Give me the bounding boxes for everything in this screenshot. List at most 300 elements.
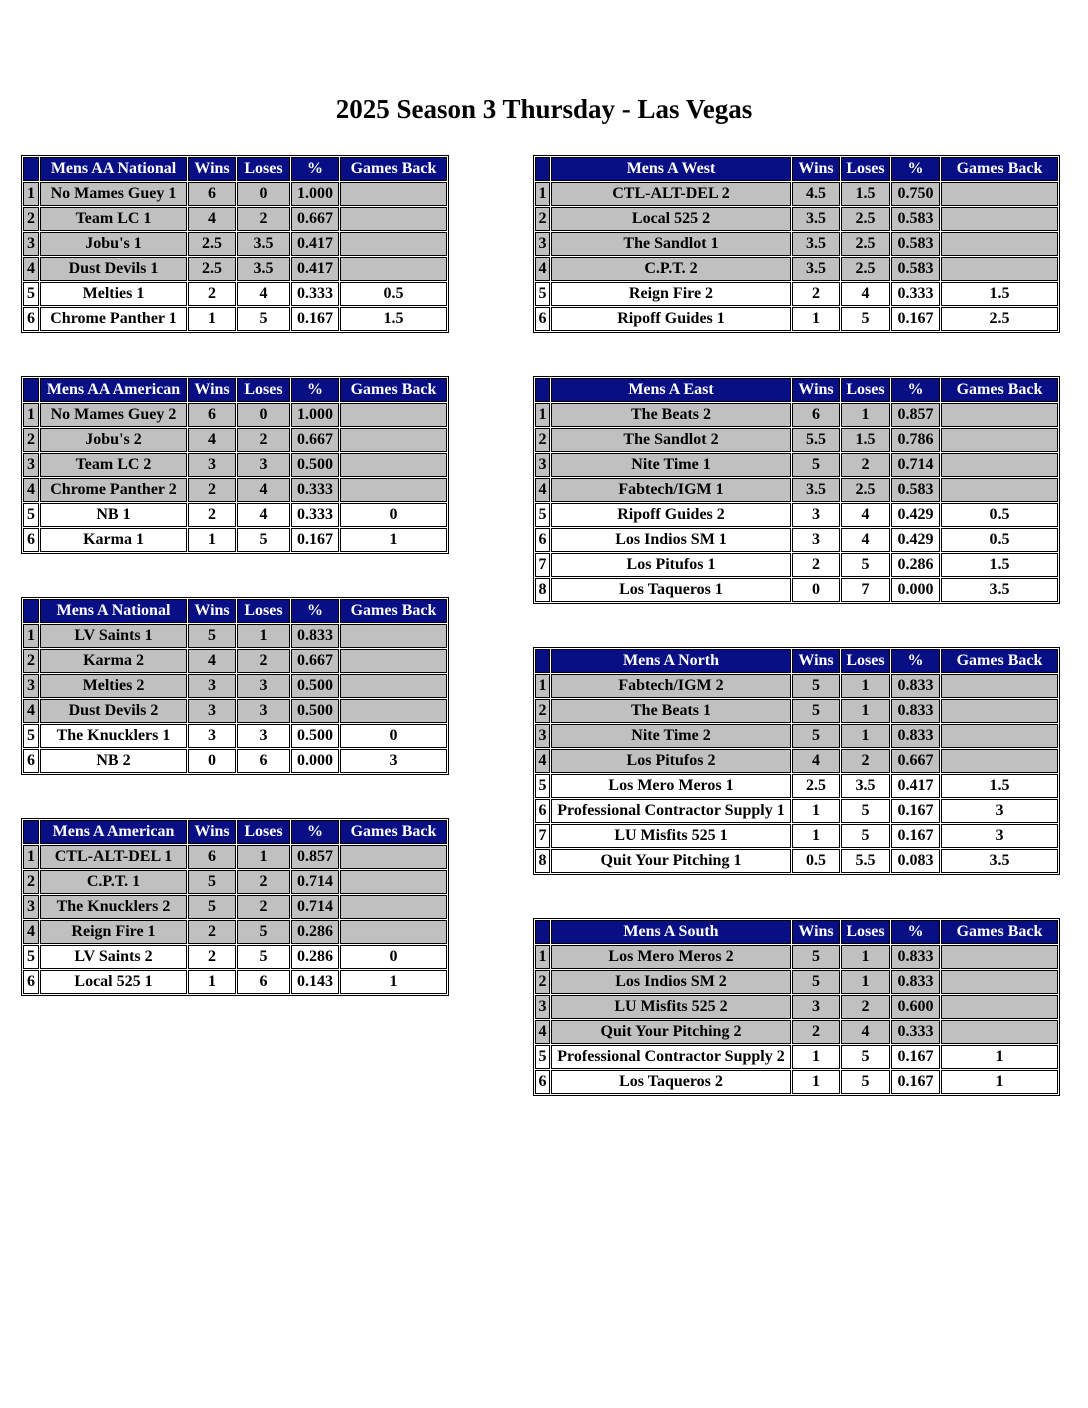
rank-cell: 3 bbox=[23, 674, 39, 698]
games-back-cell: 3 bbox=[340, 749, 447, 773]
table-row bbox=[535, 995, 1058, 1019]
games-back-cell bbox=[941, 749, 1058, 773]
team-cell: LU Misfits 525 2 bbox=[551, 995, 791, 1019]
header-loses-cell: Loses bbox=[237, 599, 290, 623]
team-cell: Los Mero Meros 2 bbox=[551, 945, 791, 969]
loses-cell: 4 bbox=[237, 503, 290, 527]
table-row bbox=[23, 870, 447, 894]
games-back-cell: 0.5 bbox=[340, 282, 447, 306]
table-row bbox=[535, 528, 1058, 552]
rank-cell: 4 bbox=[535, 478, 550, 502]
pct-cell: 0.833 bbox=[891, 724, 940, 748]
loses-cell: 3 bbox=[237, 699, 290, 723]
games-back-cell bbox=[340, 624, 447, 648]
header-row bbox=[535, 378, 1058, 402]
table-row bbox=[23, 232, 447, 256]
header-loses-cell: Loses bbox=[841, 157, 890, 181]
games-back-cell bbox=[340, 257, 447, 281]
games-back-cell bbox=[941, 699, 1058, 723]
loses-cell: 5 bbox=[237, 307, 290, 331]
games-back-cell bbox=[340, 699, 447, 723]
loses-cell: 4 bbox=[841, 528, 890, 552]
table-row bbox=[535, 699, 1058, 723]
left-column bbox=[21, 155, 449, 996]
loses-cell: 3.5 bbox=[841, 774, 890, 798]
team-cell: Melties 2 bbox=[40, 674, 187, 698]
rank-cell: 6 bbox=[23, 749, 39, 773]
team-cell: C.P.T. 1 bbox=[40, 870, 187, 894]
team-cell: The Knucklers 2 bbox=[40, 895, 187, 919]
loses-cell: 2 bbox=[237, 428, 290, 452]
header-row bbox=[23, 599, 447, 623]
team-cell: Quit Your Pitching 2 bbox=[551, 1020, 791, 1044]
table-row bbox=[23, 403, 447, 427]
wins-cell: 3.5 bbox=[792, 207, 840, 231]
games-back-cell: 3.5 bbox=[941, 849, 1058, 873]
games-back-cell bbox=[340, 453, 447, 477]
pct-cell: 0.167 bbox=[891, 1070, 940, 1094]
team-cell: Los Taqueros 1 bbox=[551, 578, 791, 602]
loses-cell: 1 bbox=[237, 845, 290, 869]
table-row bbox=[23, 674, 447, 698]
team-cell: Dust Devils 2 bbox=[40, 699, 187, 723]
games-back-cell bbox=[941, 453, 1058, 477]
team-cell: LU Misfits 525 1 bbox=[551, 824, 791, 848]
rank-cell: 6 bbox=[535, 307, 550, 331]
table-row bbox=[535, 945, 1058, 969]
table-row bbox=[535, 824, 1058, 848]
table-row bbox=[535, 307, 1058, 331]
rank-cell: 4 bbox=[535, 749, 550, 773]
pct-cell: 0.286 bbox=[291, 920, 339, 944]
team-cell: Local 525 1 bbox=[40, 970, 187, 994]
games-back-cell bbox=[941, 478, 1058, 502]
team-cell: Jobu's 1 bbox=[40, 232, 187, 256]
loses-cell: 1 bbox=[841, 970, 890, 994]
loses-cell: 3.5 bbox=[237, 257, 290, 281]
table-row bbox=[23, 624, 447, 648]
loses-cell: 5 bbox=[841, 1045, 890, 1069]
wins-cell: 1 bbox=[188, 970, 236, 994]
wins-cell: 4.5 bbox=[792, 182, 840, 206]
wins-cell: 3 bbox=[792, 503, 840, 527]
team-cell: Team LC 1 bbox=[40, 207, 187, 231]
table-row bbox=[23, 845, 447, 869]
pct-cell: 0.333 bbox=[291, 478, 339, 502]
pct-cell: 0.667 bbox=[291, 649, 339, 673]
rank-cell: 1 bbox=[535, 945, 550, 969]
table-row bbox=[535, 553, 1058, 577]
wins-cell: 2 bbox=[188, 503, 236, 527]
wins-cell: 2 bbox=[792, 282, 840, 306]
loses-cell: 2 bbox=[237, 870, 290, 894]
team-cell: Chrome Panther 1 bbox=[40, 307, 187, 331]
header-pct-cell: % bbox=[891, 157, 940, 181]
loses-cell: 3 bbox=[237, 674, 290, 698]
loses-cell: 1 bbox=[841, 699, 890, 723]
rank-cell: 5 bbox=[23, 503, 39, 527]
games-back-cell bbox=[340, 845, 447, 869]
team-cell: Reign Fire 2 bbox=[551, 282, 791, 306]
loses-cell: 1 bbox=[841, 945, 890, 969]
pct-cell: 0.857 bbox=[291, 845, 339, 869]
team-cell: Karma 1 bbox=[40, 528, 187, 552]
rank-cell: 2 bbox=[535, 207, 550, 231]
pct-cell: 0.167 bbox=[291, 307, 339, 331]
loses-cell: 3 bbox=[237, 453, 290, 477]
games-back-cell bbox=[941, 207, 1058, 231]
rank-cell: 2 bbox=[535, 970, 550, 994]
right-column bbox=[533, 155, 1060, 1096]
pct-cell: 0.833 bbox=[891, 970, 940, 994]
table-row bbox=[23, 207, 447, 231]
games-back-cell: 1 bbox=[941, 1070, 1058, 1094]
wins-cell: 3 bbox=[188, 699, 236, 723]
rank-cell: 2 bbox=[23, 428, 39, 452]
games-back-cell bbox=[941, 257, 1058, 281]
pct-cell: 0.417 bbox=[291, 232, 339, 256]
table-row bbox=[23, 182, 447, 206]
loses-cell: 0 bbox=[237, 182, 290, 206]
division-title: Mens A National bbox=[40, 599, 187, 623]
rank-cell: 4 bbox=[23, 257, 39, 281]
rank-cell: 1 bbox=[23, 624, 39, 648]
header-wins-cell: Wins bbox=[792, 378, 840, 402]
pct-cell: 0.500 bbox=[291, 699, 339, 723]
games-back-cell: 0 bbox=[340, 945, 447, 969]
team-cell: Jobu's 2 bbox=[40, 428, 187, 452]
pct-cell: 0.333 bbox=[291, 282, 339, 306]
table-row bbox=[535, 774, 1058, 798]
team-cell: Los Indios SM 1 bbox=[551, 528, 791, 552]
wins-cell: 2 bbox=[188, 282, 236, 306]
pct-cell: 0.583 bbox=[891, 257, 940, 281]
loses-cell: 1 bbox=[841, 403, 890, 427]
loses-cell: 5 bbox=[841, 799, 890, 823]
header-games-back-cell: Games Back bbox=[941, 157, 1058, 181]
rank-cell: 5 bbox=[23, 724, 39, 748]
loses-cell: 2 bbox=[841, 749, 890, 773]
team-cell: The Sandlot 1 bbox=[551, 232, 791, 256]
wins-cell: 2.5 bbox=[188, 232, 236, 256]
loses-cell: 6 bbox=[237, 749, 290, 773]
rank-cell: 5 bbox=[23, 282, 39, 306]
wins-cell: 5 bbox=[792, 724, 840, 748]
table-row bbox=[23, 307, 447, 331]
wins-cell: 5 bbox=[792, 970, 840, 994]
pct-cell: 0.714 bbox=[891, 453, 940, 477]
wins-cell: 2 bbox=[188, 945, 236, 969]
header-games-back-cell: Games Back bbox=[941, 920, 1058, 944]
rank-cell: 4 bbox=[535, 1020, 550, 1044]
wins-cell: 3.5 bbox=[792, 478, 840, 502]
rank-cell: 6 bbox=[23, 528, 39, 552]
loses-cell: 4 bbox=[841, 282, 890, 306]
team-cell: Nite Time 2 bbox=[551, 724, 791, 748]
table-row bbox=[535, 578, 1058, 602]
header-rank-cell bbox=[535, 920, 550, 944]
rank-cell: 2 bbox=[23, 870, 39, 894]
loses-cell: 6 bbox=[237, 970, 290, 994]
standings-table-mens-a-east bbox=[533, 376, 1060, 604]
team-cell: Karma 2 bbox=[40, 649, 187, 673]
wins-cell: 6 bbox=[792, 403, 840, 427]
wins-cell: 4 bbox=[188, 207, 236, 231]
team-cell: Los Taqueros 2 bbox=[551, 1070, 791, 1094]
games-back-cell bbox=[941, 232, 1058, 256]
table-row bbox=[535, 970, 1058, 994]
pct-cell: 0.583 bbox=[891, 207, 940, 231]
loses-cell: 5 bbox=[237, 945, 290, 969]
table-row bbox=[535, 849, 1058, 873]
games-back-cell: 1 bbox=[941, 1045, 1058, 1069]
table-row bbox=[23, 257, 447, 281]
team-cell: Quit Your Pitching 1 bbox=[551, 849, 791, 873]
games-back-cell: 2.5 bbox=[941, 307, 1058, 331]
games-back-cell bbox=[941, 674, 1058, 698]
wins-cell: 1 bbox=[792, 1070, 840, 1094]
rank-cell: 6 bbox=[535, 799, 550, 823]
loses-cell: 0 bbox=[237, 403, 290, 427]
pct-cell: 0.083 bbox=[891, 849, 940, 873]
header-games-back-cell: Games Back bbox=[340, 378, 447, 402]
team-cell: Professional Contractor Supply 1 bbox=[551, 799, 791, 823]
loses-cell: 1 bbox=[237, 624, 290, 648]
header-row bbox=[23, 157, 447, 181]
games-back-cell: 3.5 bbox=[941, 578, 1058, 602]
header-games-back-cell: Games Back bbox=[340, 820, 447, 844]
team-cell: Los Indios SM 2 bbox=[551, 970, 791, 994]
header-wins-cell: Wins bbox=[792, 920, 840, 944]
pct-cell: 0.667 bbox=[891, 749, 940, 773]
wins-cell: 3 bbox=[188, 453, 236, 477]
division-title: Mens A West bbox=[551, 157, 791, 181]
loses-cell: 5 bbox=[237, 920, 290, 944]
games-back-cell: 1.5 bbox=[941, 553, 1058, 577]
loses-cell: 5 bbox=[841, 553, 890, 577]
pct-cell: 0.333 bbox=[291, 503, 339, 527]
wins-cell: 2 bbox=[188, 478, 236, 502]
table-row bbox=[23, 699, 447, 723]
header-wins-cell: Wins bbox=[188, 378, 236, 402]
rank-cell: 7 bbox=[535, 553, 550, 577]
games-back-cell: 0 bbox=[340, 724, 447, 748]
games-back-cell: 1 bbox=[340, 528, 447, 552]
page-title: 2025 Season 3 Thursday - Las Vegas bbox=[335, 94, 753, 124]
loses-cell: 5 bbox=[841, 307, 890, 331]
loses-cell: 4 bbox=[841, 1020, 890, 1044]
wins-cell: 5.5 bbox=[792, 428, 840, 452]
wins-cell: 6 bbox=[188, 403, 236, 427]
loses-cell: 1 bbox=[841, 674, 890, 698]
header-rank-cell bbox=[23, 599, 39, 623]
team-cell: Los Pitufos 2 bbox=[551, 749, 791, 773]
header-rank-cell bbox=[23, 157, 39, 181]
games-back-cell bbox=[340, 870, 447, 894]
rank-cell: 2 bbox=[535, 699, 550, 723]
loses-cell: 5 bbox=[841, 1070, 890, 1094]
header-rank-cell bbox=[23, 378, 39, 402]
loses-cell: 5 bbox=[237, 528, 290, 552]
wins-cell: 2 bbox=[792, 553, 840, 577]
pct-cell: 0.833 bbox=[891, 945, 940, 969]
rank-cell: 5 bbox=[535, 1045, 550, 1069]
loses-cell: 2 bbox=[237, 649, 290, 673]
rank-cell: 1 bbox=[535, 674, 550, 698]
team-cell: Los Pitufos 1 bbox=[551, 553, 791, 577]
table-row bbox=[535, 428, 1058, 452]
wins-cell: 2 bbox=[188, 920, 236, 944]
loses-cell: 4 bbox=[237, 282, 290, 306]
wins-cell: 5 bbox=[792, 699, 840, 723]
header-row bbox=[23, 820, 447, 844]
games-back-cell bbox=[340, 232, 447, 256]
header-loses-cell: Loses bbox=[237, 820, 290, 844]
header-wins-cell: Wins bbox=[792, 649, 840, 673]
games-back-cell: 1.5 bbox=[941, 282, 1058, 306]
loses-cell: 5.5 bbox=[841, 849, 890, 873]
table-row bbox=[535, 1070, 1058, 1094]
table-row bbox=[535, 453, 1058, 477]
pct-cell: 0.167 bbox=[891, 307, 940, 331]
pct-cell: 0.417 bbox=[891, 774, 940, 798]
games-back-cell bbox=[340, 207, 447, 231]
wins-cell: 3.5 bbox=[792, 257, 840, 281]
team-cell: Local 525 2 bbox=[551, 207, 791, 231]
division-title: Mens A East bbox=[551, 378, 791, 402]
table-row bbox=[535, 674, 1058, 698]
table-row bbox=[23, 970, 447, 994]
loses-cell: 4 bbox=[841, 503, 890, 527]
games-back-cell bbox=[941, 970, 1058, 994]
team-cell: Los Mero Meros 1 bbox=[551, 774, 791, 798]
standings-table-mens-a-national bbox=[21, 597, 449, 775]
rank-cell: 2 bbox=[535, 428, 550, 452]
team-cell: No Mames Guey 1 bbox=[40, 182, 187, 206]
wins-cell: 3.5 bbox=[792, 232, 840, 256]
table-row bbox=[23, 920, 447, 944]
header-rank-cell bbox=[23, 820, 39, 844]
rank-cell: 5 bbox=[535, 282, 550, 306]
pct-cell: 0.167 bbox=[891, 1045, 940, 1069]
pct-cell: 0.667 bbox=[291, 428, 339, 452]
rank-cell: 4 bbox=[23, 920, 39, 944]
table-row bbox=[535, 724, 1058, 748]
header-rank-cell bbox=[535, 157, 550, 181]
table-row bbox=[535, 503, 1058, 527]
pct-cell: 0.167 bbox=[291, 528, 339, 552]
wins-cell: 2.5 bbox=[792, 774, 840, 798]
standings-table-mens-a-south bbox=[533, 918, 1060, 1096]
games-back-cell: 1.5 bbox=[340, 307, 447, 331]
loses-cell: 2 bbox=[841, 995, 890, 1019]
wins-cell: 4 bbox=[188, 428, 236, 452]
team-cell: NB 1 bbox=[40, 503, 187, 527]
pct-cell: 0.167 bbox=[891, 824, 940, 848]
pct-cell: 0.000 bbox=[891, 578, 940, 602]
games-back-cell: 3 bbox=[941, 824, 1058, 848]
rank-cell: 5 bbox=[535, 503, 550, 527]
wins-cell: 6 bbox=[188, 182, 236, 206]
division-title: Mens A South bbox=[551, 920, 791, 944]
division-title: Mens A North bbox=[551, 649, 791, 673]
team-cell: CTL-ALT-DEL 1 bbox=[40, 845, 187, 869]
header-wins-cell: Wins bbox=[188, 820, 236, 844]
team-cell: LV Saints 1 bbox=[40, 624, 187, 648]
wins-cell: 1 bbox=[792, 799, 840, 823]
loses-cell: 1.5 bbox=[841, 428, 890, 452]
wins-cell: 5 bbox=[188, 895, 236, 919]
table-row bbox=[23, 528, 447, 552]
team-cell: Reign Fire 1 bbox=[40, 920, 187, 944]
pct-cell: 0.333 bbox=[891, 1020, 940, 1044]
table-row bbox=[23, 503, 447, 527]
pct-cell: 0.429 bbox=[891, 503, 940, 527]
table-row bbox=[535, 1020, 1058, 1044]
team-cell: The Knucklers 1 bbox=[40, 724, 187, 748]
loses-cell: 7 bbox=[841, 578, 890, 602]
table-row bbox=[23, 649, 447, 673]
games-back-cell bbox=[340, 674, 447, 698]
loses-cell: 3.5 bbox=[237, 232, 290, 256]
wins-cell: 5 bbox=[792, 453, 840, 477]
games-back-cell bbox=[340, 649, 447, 673]
header-games-back-cell: Games Back bbox=[941, 649, 1058, 673]
games-back-cell bbox=[941, 724, 1058, 748]
games-back-cell: 3 bbox=[941, 799, 1058, 823]
team-cell: Fabtech/IGM 1 bbox=[551, 478, 791, 502]
header-row bbox=[535, 920, 1058, 944]
table-row bbox=[23, 895, 447, 919]
loses-cell: 1.5 bbox=[841, 182, 890, 206]
rank-cell: 1 bbox=[23, 845, 39, 869]
loses-cell: 2 bbox=[237, 207, 290, 231]
pct-cell: 0.500 bbox=[291, 453, 339, 477]
rank-cell: 6 bbox=[535, 528, 550, 552]
rank-cell: 3 bbox=[535, 453, 550, 477]
pct-cell: 0.417 bbox=[291, 257, 339, 281]
pct-cell: 0.500 bbox=[291, 674, 339, 698]
header-games-back-cell: Games Back bbox=[941, 378, 1058, 402]
rank-cell: 8 bbox=[535, 578, 550, 602]
wins-cell: 5 bbox=[188, 624, 236, 648]
rank-cell: 3 bbox=[23, 895, 39, 919]
header-row bbox=[535, 157, 1058, 181]
division-title: Mens AA American bbox=[40, 378, 187, 402]
header-pct-cell: % bbox=[291, 378, 339, 402]
wins-cell: 4 bbox=[792, 749, 840, 773]
team-cell: No Mames Guey 2 bbox=[40, 403, 187, 427]
team-cell: Ripoff Guides 2 bbox=[551, 503, 791, 527]
team-cell: The Sandlot 2 bbox=[551, 428, 791, 452]
rank-cell: 4 bbox=[23, 699, 39, 723]
team-cell: The Beats 2 bbox=[551, 403, 791, 427]
loses-cell: 5 bbox=[841, 824, 890, 848]
loses-cell: 3 bbox=[237, 724, 290, 748]
header-pct-cell: % bbox=[291, 820, 339, 844]
loses-cell: 2 bbox=[841, 453, 890, 477]
rank-cell: 5 bbox=[535, 774, 550, 798]
header-loses-cell: Loses bbox=[237, 378, 290, 402]
wins-cell: 1 bbox=[792, 824, 840, 848]
wins-cell: 3 bbox=[188, 674, 236, 698]
rank-cell: 3 bbox=[535, 724, 550, 748]
table-row bbox=[23, 749, 447, 773]
table-row bbox=[535, 749, 1058, 773]
standings-table-mens-a-north bbox=[533, 647, 1060, 875]
pct-cell: 0.714 bbox=[291, 895, 339, 919]
loses-cell: 2.5 bbox=[841, 232, 890, 256]
